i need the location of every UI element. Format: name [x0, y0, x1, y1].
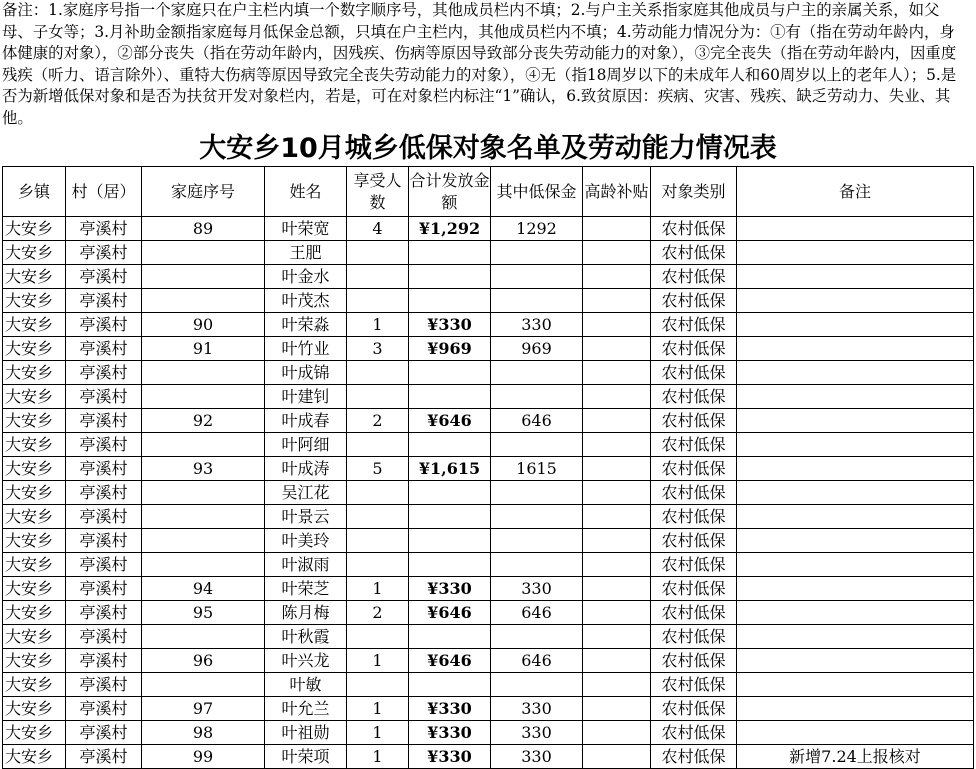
cell-total	[409, 625, 491, 649]
cell-village: 亭溪村	[66, 217, 142, 241]
cell-category: 农村低保	[651, 625, 737, 649]
cell-dibao	[491, 289, 583, 313]
cell-town: 大安乡	[3, 385, 66, 409]
page-title: 大安乡10月城乡低保对象名单及劳动能力情况表	[199, 133, 777, 164]
cell-town: 大安乡	[3, 241, 66, 265]
cell-name: 叶美玲	[265, 529, 347, 553]
cell-remark	[737, 505, 974, 529]
cell-total: ¥646	[409, 409, 491, 433]
cell-elder	[583, 505, 651, 529]
table-row	[3, 601, 974, 625]
cell-count	[347, 385, 409, 409]
cell-category: 农村低保	[651, 721, 737, 745]
cell-village: 亭溪村	[66, 457, 142, 481]
cell-town: 大安乡	[3, 481, 66, 505]
cell-dibao	[491, 553, 583, 577]
cell-dibao: 1292	[491, 217, 583, 241]
cell-category: 农村低保	[651, 553, 737, 577]
cell-village: 亭溪村	[66, 265, 142, 289]
cell-name: 叶成春	[265, 409, 347, 433]
cell-village: 亭溪村	[66, 601, 142, 625]
cell-category: 农村低保	[651, 673, 737, 697]
cell-category: 农村低保	[651, 289, 737, 313]
cell-category: 农村低保	[651, 649, 737, 673]
cell-family-no: 98	[142, 721, 265, 745]
table-row	[3, 721, 974, 745]
cell-remark	[737, 649, 974, 673]
col-header-elder: 高龄补贴	[583, 167, 651, 217]
cell-family-no	[142, 505, 265, 529]
cell-dibao	[491, 625, 583, 649]
cell-elder	[583, 337, 651, 361]
cell-village: 亭溪村	[66, 337, 142, 361]
cell-name: 叶淑雨	[265, 553, 347, 577]
cell-dibao: 330	[491, 697, 583, 721]
cell-village: 亭溪村	[66, 577, 142, 601]
cell-remark	[737, 529, 974, 553]
cell-dibao	[491, 481, 583, 505]
cell-elder	[583, 721, 651, 745]
cell-remark	[737, 553, 974, 577]
col-header-remark: 备注	[737, 167, 974, 217]
cell-name: 陈月梅	[265, 601, 347, 625]
table-row	[3, 433, 974, 457]
cell-total	[409, 289, 491, 313]
table-row	[3, 529, 974, 553]
cell-family-no: 89	[142, 217, 265, 241]
table-row	[3, 697, 974, 721]
table-row	[3, 625, 974, 649]
cell-village: 亭溪村	[66, 625, 142, 649]
cell-town: 大安乡	[3, 361, 66, 385]
table-row	[3, 361, 974, 385]
cell-total: ¥330	[409, 697, 491, 721]
cell-dibao: 646	[491, 601, 583, 625]
cell-village: 亭溪村	[66, 241, 142, 265]
cell-family-no	[142, 481, 265, 505]
cell-town: 大安乡	[3, 601, 66, 625]
table-row	[3, 649, 974, 673]
table-row	[3, 409, 974, 433]
cell-name: 叶成锦	[265, 361, 347, 385]
cell-elder	[583, 361, 651, 385]
cell-category: 农村低保	[651, 577, 737, 601]
cell-category: 农村低保	[651, 385, 737, 409]
header-row	[3, 167, 974, 217]
cell-name: 叶成涛	[265, 457, 347, 481]
table-row	[3, 481, 974, 505]
cell-town: 大安乡	[3, 265, 66, 289]
cell-village: 亭溪村	[66, 745, 142, 769]
cell-name: 吴江花	[265, 481, 347, 505]
cell-count	[347, 361, 409, 385]
cell-name: 叶祖勋	[265, 721, 347, 745]
cell-elder	[583, 385, 651, 409]
cell-elder	[583, 625, 651, 649]
cell-count: 5	[347, 457, 409, 481]
col-header-category: 对象类别	[651, 167, 737, 217]
col-header-town: 乡镇	[3, 167, 66, 217]
cell-elder	[583, 697, 651, 721]
cell-total	[409, 361, 491, 385]
cell-village: 亭溪村	[66, 721, 142, 745]
cell-elder	[583, 217, 651, 241]
cell-count: 2	[347, 409, 409, 433]
cell-town: 大安乡	[3, 313, 66, 337]
table-row	[3, 265, 974, 289]
cell-total	[409, 241, 491, 265]
cell-family-no	[142, 529, 265, 553]
cell-remark	[737, 241, 974, 265]
cell-count	[347, 529, 409, 553]
cell-total	[409, 529, 491, 553]
cell-total: ¥969	[409, 337, 491, 361]
cell-village: 亭溪村	[66, 673, 142, 697]
table-row	[3, 313, 974, 337]
cell-count: 1	[347, 577, 409, 601]
cell-total: ¥1,292	[409, 217, 491, 241]
cell-count: 1	[347, 721, 409, 745]
col-header-total: 合计发放金额	[409, 167, 491, 217]
cell-category: 农村低保	[651, 313, 737, 337]
cell-elder	[583, 409, 651, 433]
cell-town: 大安乡	[3, 409, 66, 433]
cell-town: 大安乡	[3, 217, 66, 241]
cell-dibao	[491, 673, 583, 697]
cell-family-no	[142, 433, 265, 457]
table-row	[3, 217, 974, 241]
table-row	[3, 553, 974, 577]
cell-family-no	[142, 361, 265, 385]
cell-category: 农村低保	[651, 601, 737, 625]
cell-total: ¥330	[409, 577, 491, 601]
col-header-family-no: 家庭序号	[142, 167, 265, 217]
cell-category: 农村低保	[651, 697, 737, 721]
cell-count: 3	[347, 337, 409, 361]
cell-remark	[737, 313, 974, 337]
cell-family-no	[142, 241, 265, 265]
cell-family-no	[142, 385, 265, 409]
col-header-name: 姓名	[265, 167, 347, 217]
cell-town: 大安乡	[3, 721, 66, 745]
cell-total	[409, 433, 491, 457]
cell-name: 叶荣淼	[265, 313, 347, 337]
cell-family-no	[142, 265, 265, 289]
cell-village: 亭溪村	[66, 385, 142, 409]
cell-family-no: 91	[142, 337, 265, 361]
cell-total	[409, 481, 491, 505]
cell-category: 农村低保	[651, 529, 737, 553]
cell-town: 大安乡	[3, 457, 66, 481]
cell-dibao	[491, 385, 583, 409]
cell-total: ¥646	[409, 649, 491, 673]
cell-family-no: 92	[142, 409, 265, 433]
cell-village: 亭溪村	[66, 409, 142, 433]
table-row	[3, 337, 974, 361]
cell-count: 1	[347, 649, 409, 673]
cell-elder	[583, 313, 651, 337]
cell-name: 叶兴龙	[265, 649, 347, 673]
cell-name: 叶茂杰	[265, 289, 347, 313]
cell-dibao	[491, 529, 583, 553]
cell-count: 1	[347, 745, 409, 769]
cell-dibao	[491, 505, 583, 529]
cell-village: 亭溪村	[66, 529, 142, 553]
cell-remark	[737, 361, 974, 385]
cell-elder	[583, 433, 651, 457]
cell-elder	[583, 577, 651, 601]
cell-category: 农村低保	[651, 337, 737, 361]
cell-remark	[737, 577, 974, 601]
cell-village: 亭溪村	[66, 361, 142, 385]
cell-category: 农村低保	[651, 505, 737, 529]
cell-dibao	[491, 361, 583, 385]
cell-town: 大安乡	[3, 433, 66, 457]
cell-name: 叶允兰	[265, 697, 347, 721]
cell-category: 农村低保	[651, 481, 737, 505]
cell-total: ¥330	[409, 745, 491, 769]
cell-elder	[583, 289, 651, 313]
cell-remark	[737, 265, 974, 289]
cell-count	[347, 625, 409, 649]
cell-name: 叶景云	[265, 505, 347, 529]
cell-count	[347, 241, 409, 265]
cell-elder	[583, 457, 651, 481]
cell-town: 大安乡	[3, 553, 66, 577]
cell-family-no: 90	[142, 313, 265, 337]
note-text: 备注：1.家庭序号指一个家庭只在户主栏内填一个数字顺序号，其他成员栏内不填；2.与户主关系指家庭其他成员与户主的亲属关系，如父母、子女等；3.月补助金额指家庭每月低保金总额，只填在户主栏内，其他成员栏内不填；4.劳动能力情况分为：①有（指在劳动年龄内，身体健康的对象），②部分丧失（指在劳动年龄内，因残疾、伤病等原因导致部分丧失劳动能力的对象），③完全丧失（指在劳动年龄内，因重度残疾（听力、语言除外）、重特大伤病等原因导致完全丧失劳动能力的对象），④无（指18周岁以下的未成年人和60周岁以上的老年人）；5.是否为新增低保对象和是否为扶贫开发对象栏内，若是，可在对象栏内标注“1”确认，6.致贫原因：疾病、灾害、残疾、缺乏劳动力、失业、其他。	[2, 1, 957, 127]
cell-category: 农村低保	[651, 745, 737, 769]
cell-count: 2	[347, 601, 409, 625]
cell-elder	[583, 745, 651, 769]
cell-category: 农村低保	[651, 457, 737, 481]
cell-dibao: 646	[491, 649, 583, 673]
cell-remark	[737, 289, 974, 313]
table-row	[3, 745, 974, 769]
cell-category: 农村低保	[651, 409, 737, 433]
table-row	[3, 385, 974, 409]
cell-village: 亭溪村	[66, 289, 142, 313]
cell-name: 叶荣宽	[265, 217, 347, 241]
cell-remark	[737, 457, 974, 481]
cell-remark: 新增7.24上报核对	[737, 745, 974, 769]
cell-family-no: 96	[142, 649, 265, 673]
cell-town: 大安乡	[3, 577, 66, 601]
table-row	[3, 505, 974, 529]
cell-dibao: 330	[491, 313, 583, 337]
cell-village: 亭溪村	[66, 481, 142, 505]
cell-name: 叶荣芝	[265, 577, 347, 601]
cell-dibao: 646	[491, 409, 583, 433]
cell-remark	[737, 481, 974, 505]
cell-name: 叶敏	[265, 673, 347, 697]
cell-family-no	[142, 673, 265, 697]
cell-elder	[583, 601, 651, 625]
cell-dibao: 969	[491, 337, 583, 361]
cell-village: 亭溪村	[66, 433, 142, 457]
cell-village: 亭溪村	[66, 553, 142, 577]
col-header-village: 村（居）	[66, 167, 142, 217]
cell-name: 王肥	[265, 241, 347, 265]
cell-elder	[583, 649, 651, 673]
cell-count	[347, 505, 409, 529]
cell-name: 叶阿细	[265, 433, 347, 457]
cell-remark	[737, 385, 974, 409]
cell-remark	[737, 697, 974, 721]
cell-total: ¥1,615	[409, 457, 491, 481]
cell-name: 叶建钊	[265, 385, 347, 409]
cell-remark	[737, 409, 974, 433]
cell-family-no: 97	[142, 697, 265, 721]
cell-name: 叶秋霞	[265, 625, 347, 649]
cell-family-no: 95	[142, 601, 265, 625]
cell-remark	[737, 433, 974, 457]
cell-remark	[737, 721, 974, 745]
cell-town: 大安乡	[3, 649, 66, 673]
cell-count	[347, 265, 409, 289]
cell-town: 大安乡	[3, 625, 66, 649]
cell-category: 农村低保	[651, 361, 737, 385]
cell-dibao: 330	[491, 577, 583, 601]
cell-remark	[737, 625, 974, 649]
cell-category: 农村低保	[651, 265, 737, 289]
cell-town: 大安乡	[3, 337, 66, 361]
cell-count	[347, 433, 409, 457]
table-row	[3, 577, 974, 601]
cell-total	[409, 673, 491, 697]
cell-count	[347, 481, 409, 505]
cell-count: 1	[347, 313, 409, 337]
cell-village: 亭溪村	[66, 505, 142, 529]
cell-family-no: 99	[142, 745, 265, 769]
cell-dibao	[491, 241, 583, 265]
cell-elder	[583, 553, 651, 577]
cell-village: 亭溪村	[66, 313, 142, 337]
cell-total: ¥646	[409, 601, 491, 625]
cell-family-no	[142, 289, 265, 313]
table-body	[3, 217, 974, 769]
cell-total	[409, 553, 491, 577]
cell-elder	[583, 265, 651, 289]
cell-town: 大安乡	[3, 697, 66, 721]
cell-total	[409, 385, 491, 409]
cell-family-no: 94	[142, 577, 265, 601]
cell-family-no: 93	[142, 457, 265, 481]
cell-count: 4	[347, 217, 409, 241]
cell-count	[347, 673, 409, 697]
cell-total	[409, 265, 491, 289]
cell-elder	[583, 673, 651, 697]
table-row	[3, 289, 974, 313]
cell-elder	[583, 481, 651, 505]
cell-count	[347, 553, 409, 577]
cell-count: 1	[347, 697, 409, 721]
cell-count	[347, 289, 409, 313]
cell-village: 亭溪村	[66, 697, 142, 721]
cell-total: ¥330	[409, 721, 491, 745]
cell-elder	[583, 241, 651, 265]
cell-elder	[583, 529, 651, 553]
cell-family-no	[142, 625, 265, 649]
cell-remark	[737, 337, 974, 361]
cell-name: 叶竹业	[265, 337, 347, 361]
cell-remark	[737, 601, 974, 625]
table-row	[3, 457, 974, 481]
table-row	[3, 673, 974, 697]
cell-total	[409, 505, 491, 529]
cell-town: 大安乡	[3, 505, 66, 529]
roster-table	[2, 166, 974, 769]
cell-dibao: 330	[491, 721, 583, 745]
cell-remark	[737, 217, 974, 241]
cell-category: 农村低保	[651, 217, 737, 241]
table-row	[3, 241, 974, 265]
cell-total: ¥330	[409, 313, 491, 337]
cell-remark	[737, 673, 974, 697]
col-header-count: 享受人数	[347, 167, 409, 217]
cell-family-no	[142, 553, 265, 577]
cell-category: 农村低保	[651, 433, 737, 457]
cell-town: 大安乡	[3, 745, 66, 769]
cell-name: 叶金水	[265, 265, 347, 289]
cell-town: 大安乡	[3, 673, 66, 697]
cell-dibao	[491, 265, 583, 289]
cell-village: 亭溪村	[66, 649, 142, 673]
cell-dibao	[491, 433, 583, 457]
cell-name: 叶荣项	[265, 745, 347, 769]
cell-town: 大安乡	[3, 289, 66, 313]
cell-dibao: 1615	[491, 457, 583, 481]
col-header-dibao: 其中低保金	[491, 167, 583, 217]
cell-town: 大安乡	[3, 529, 66, 553]
cell-category: 农村低保	[651, 241, 737, 265]
cell-dibao: 330	[491, 745, 583, 769]
